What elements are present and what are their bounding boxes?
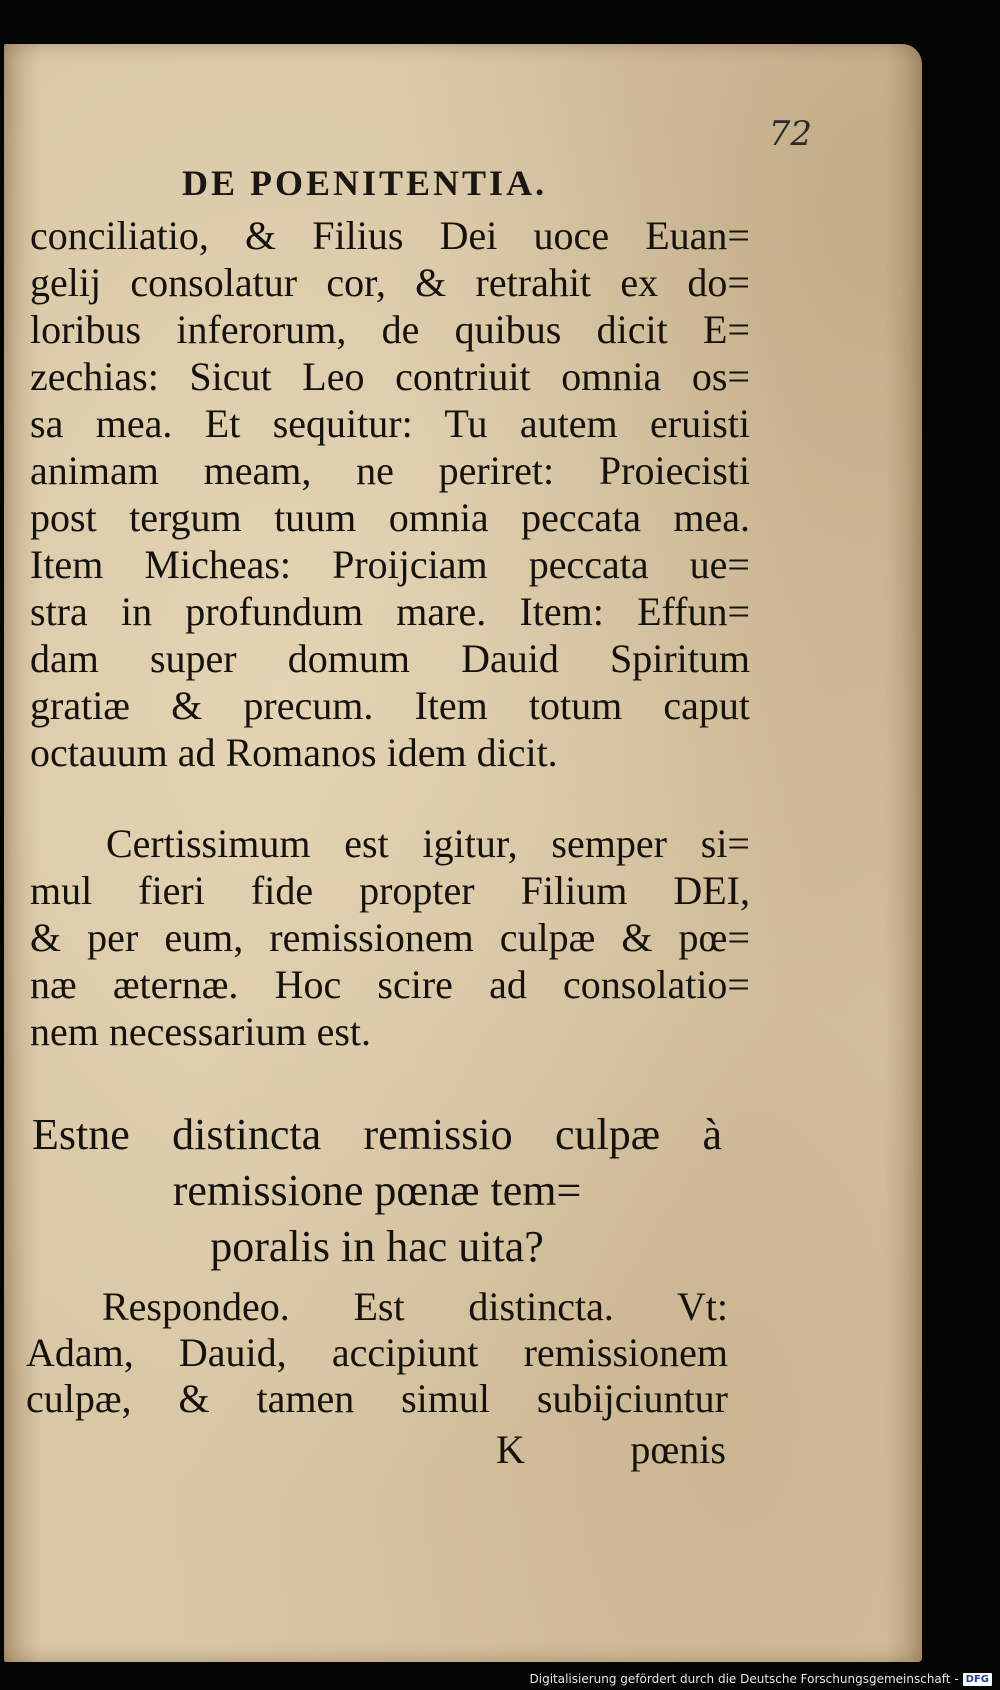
text-line-last: octauum ad Romanos idem dicit. bbox=[30, 730, 558, 775]
question-heading bbox=[32, 1107, 722, 1275]
answer-text bbox=[26, 1284, 728, 1422]
text-line: conciliatio, & Filius Dei uoce Euan= bbox=[30, 213, 750, 258]
text-line: Respondeo. Est distincta. Vt: bbox=[102, 1284, 728, 1329]
text-line: post tergum tuum omnia peccata mea. bbox=[30, 495, 750, 540]
book-page bbox=[4, 44, 922, 1662]
text-line: sa mea. Et sequitur: Tu autem eruisti bbox=[30, 401, 750, 446]
text-line: Adam, Dauid, accipiunt remissionem bbox=[26, 1330, 728, 1375]
paragraph-2 bbox=[30, 820, 750, 1055]
running-head: DE POENITENTIA. bbox=[182, 163, 548, 203]
text-line: gratiæ & precum. Item totum caput bbox=[30, 683, 750, 728]
text-line: Item Micheas: Proijciam peccata ue= bbox=[30, 542, 750, 587]
text-line: loribus inferorum, de quibus dicit E= bbox=[30, 307, 750, 352]
paragraph-1 bbox=[30, 212, 750, 776]
text-line: næ æternæ. Hoc scire ad consolatio= bbox=[30, 962, 750, 1007]
catchword: pœnis bbox=[630, 1427, 726, 1472]
heading-line: Estne distincta remissio culpæ à bbox=[32, 1110, 722, 1159]
text-line: & per eum, remissionem culpæ & pœ= bbox=[30, 915, 750, 960]
text-line: culpæ, & tamen simul subijciuntur bbox=[26, 1376, 728, 1421]
text-line: mul fieri fide propter Filium DEI, bbox=[30, 868, 750, 913]
text-line: zechias: Sicut Leo contriuit omnia os= bbox=[30, 354, 750, 399]
text-line: stra in profundum mare. Item: Effun= bbox=[30, 589, 750, 634]
dfg-logo: DFG bbox=[963, 1673, 992, 1686]
signature-mark: K bbox=[496, 1427, 525, 1472]
text-line: Certissimum est igitur, semper si= bbox=[106, 821, 750, 866]
catch-line bbox=[496, 1426, 726, 1473]
text-line: gelij consolatur cor, & retrahit ex do= bbox=[30, 260, 750, 305]
text-line: animam meam, ne periret: Proiecisti bbox=[30, 448, 750, 493]
body-text bbox=[30, 212, 750, 1055]
digitization-credit bbox=[530, 1672, 993, 1686]
folio-number: 72 bbox=[768, 114, 812, 154]
heading-line: poralis in hac uita? bbox=[210, 1222, 544, 1271]
credit-text: Digitalisierung gefördert durch die Deutsche Forschungsgemeinschaft - bbox=[529, 1672, 959, 1686]
text-line: dam super domum Dauid Spiritum bbox=[30, 636, 750, 681]
heading-line: remissione pœnæ tem= bbox=[172, 1166, 582, 1215]
text-line-last: nem necessarium est. bbox=[30, 1009, 371, 1054]
